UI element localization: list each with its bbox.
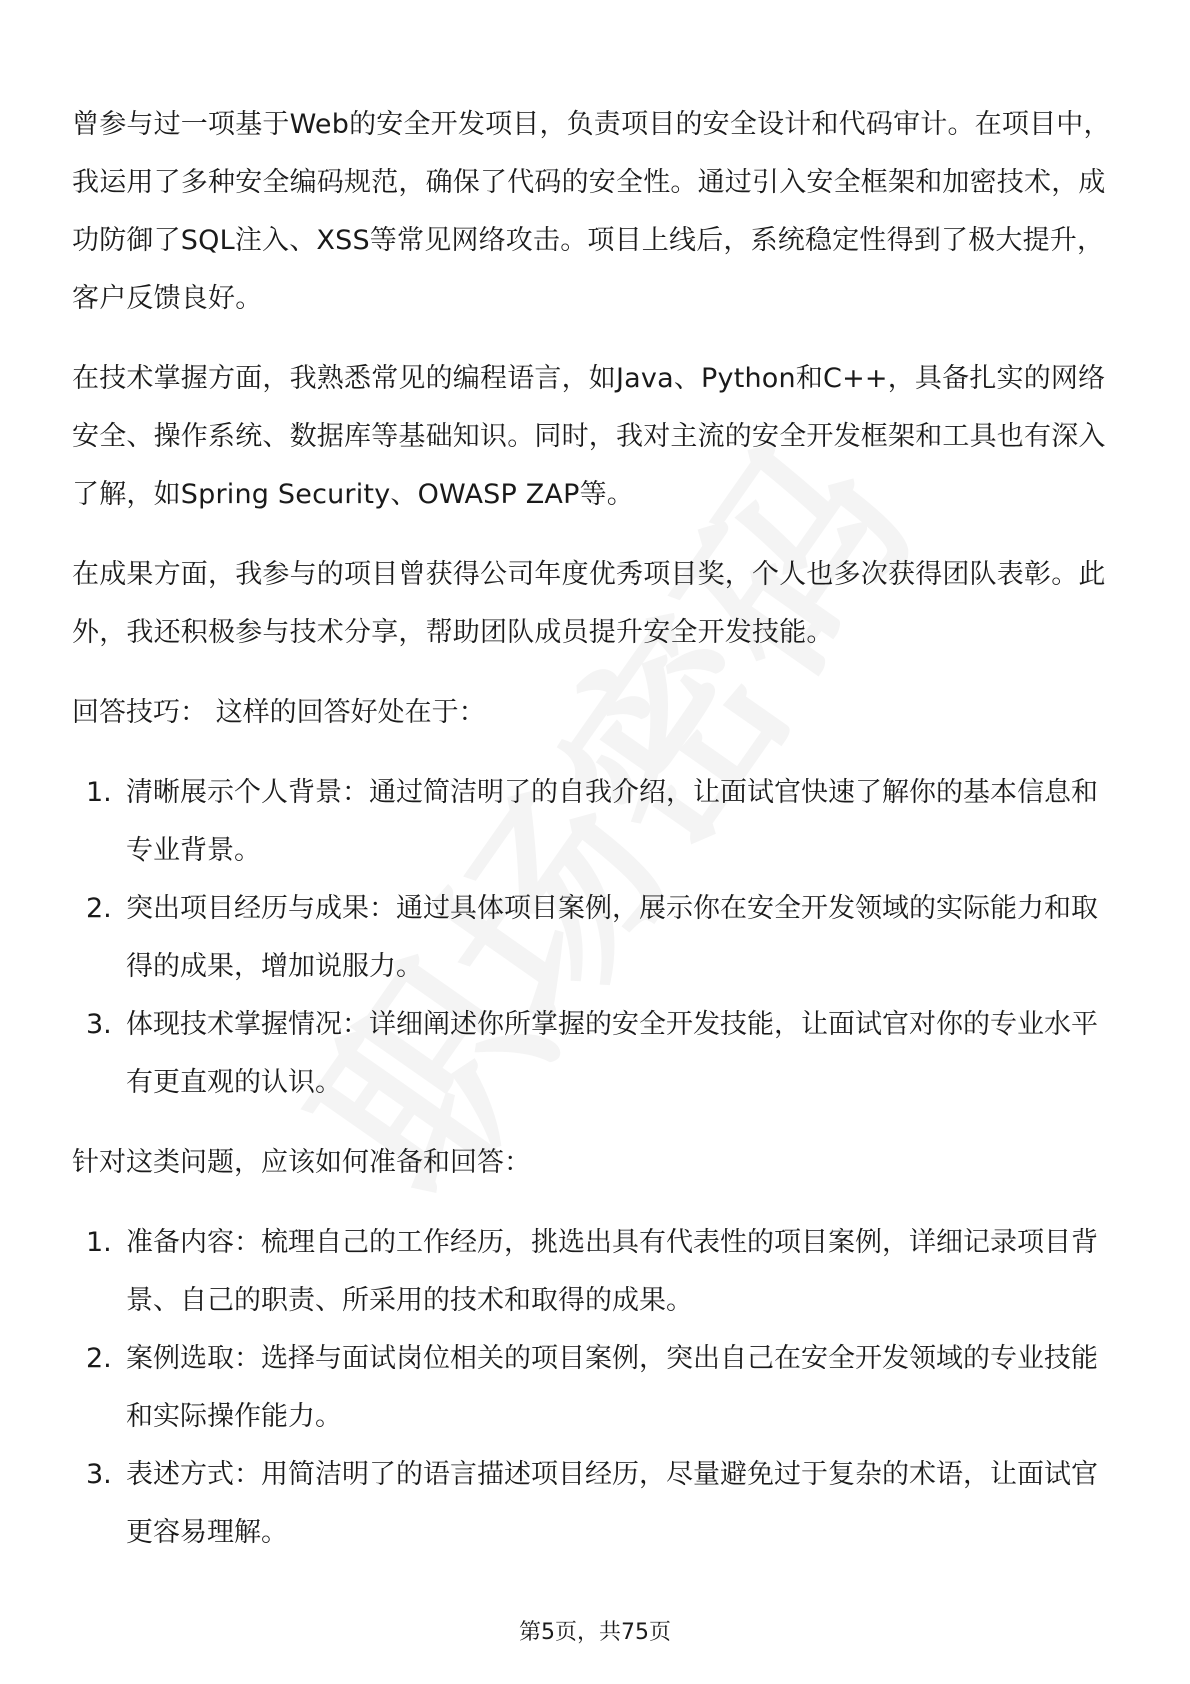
list-text: 体现技术掌握情况：详细阐述你所掌握的安全开发技能，让面试官对你的专业水平有更直观的认识。 [126, 1009, 1098, 1098]
list-text: 突出项目经历与成果：通过具体项目案例，展示你在安全开发领域的实际能力和取得的成果，增加说服力。 [126, 893, 1098, 982]
list-item [72, 880, 1118, 996]
tips-heading: 回答技巧： 这样的回答好处在于： [72, 697, 486, 728]
prep-list [72, 1214, 1118, 1562]
list-number: 3. [86, 1459, 112, 1490]
list-item [72, 764, 1118, 880]
list-text: 案例选取：选择与面试岗位相关的项目案例，突出自己在安全开发领域的专业技能和实际操作能力。 [126, 1343, 1098, 1432]
list-item [72, 996, 1118, 1112]
list-number: 1. [86, 777, 112, 808]
list-item [72, 1214, 1118, 1330]
document-body [72, 96, 1118, 1584]
list-number: 3. [86, 1009, 112, 1040]
list-number: 2. [86, 1343, 112, 1374]
prep-heading: 针对这类问题，应该如何准备和回答： [72, 1147, 531, 1178]
list-text: 清晰展示个人背景：通过简洁明了的自我介绍，让面试官快速了解你的基本信息和专业背景。 [126, 777, 1098, 866]
paragraph-achievements: 在成果方面，我参与的项目曾获得公司年度优秀项目奖，个人也多次获得团队表彰。此外，我还积极参与技术分享，帮助团队成员提升安全开发技能。 [72, 559, 1106, 648]
paragraph-tech-skills: 在技术掌握方面，我熟悉常见的编程语言，如Java、Python和C++，具备扎实的网络安全、操作系统、数据库等基础知识。同时，我对主流的安全开发框架和工具也有深入了解，如Spring Security、OWASP ZAP等。 [72, 363, 1106, 510]
list-item [72, 1446, 1118, 1562]
list-text: 准备内容：梳理自己的工作经历，挑选出具有代表性的项目案例，详细记录项目背景、自己的职责、所采用的技术和取得的成果。 [126, 1227, 1098, 1316]
list-number: 1. [86, 1227, 112, 1258]
page-number-footer: 第5页，共75页 [519, 1620, 671, 1645]
list-item [72, 1330, 1118, 1446]
tips-list [72, 764, 1118, 1112]
list-text: 表述方式：用简洁明了的语言描述项目经历，尽量避免过于复杂的术语，让面试官更容易理解。 [126, 1459, 1098, 1548]
list-number: 2. [86, 893, 112, 924]
paragraph-project-experience: 曾参与过一项基于Web的安全开发项目，负责项目的安全设计和代码审计。在项目中，我运用了多种安全编码规范，确保了代码的安全性。通过引入安全框架和加密技术，成功防御了SQL注入、XSS等常见网络攻击。项目上线后，系统稳定性得到了极大提升，客户反馈良好。 [72, 109, 1111, 314]
